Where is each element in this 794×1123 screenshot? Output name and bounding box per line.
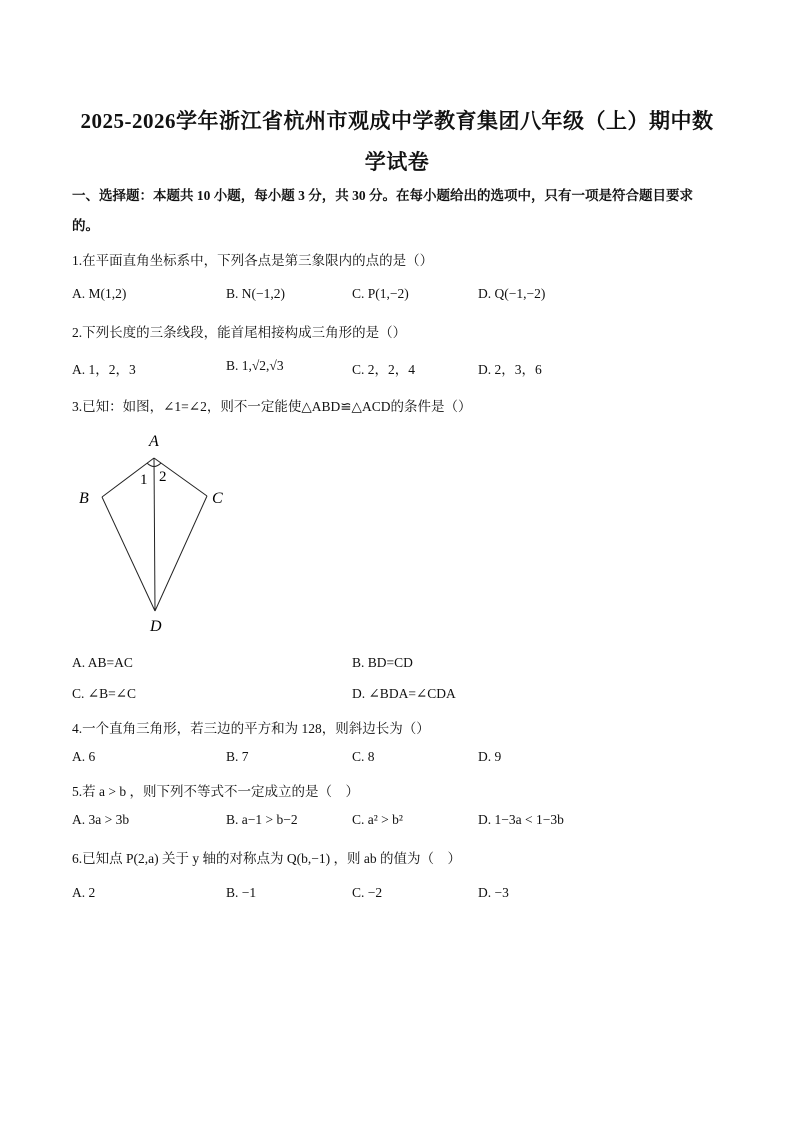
question-5-option-c: C. a² > b² <box>352 812 403 827</box>
question-1-option-b: B. N(−1,2) <box>226 286 285 301</box>
exam-title-line1: 2025-2026学年浙江省杭州市观成中学教育集团八年级（上）期中数 <box>80 109 714 133</box>
question-3-option-a: A. AB=AC <box>72 655 133 670</box>
question-1-option-a: A. M(1,2) <box>72 286 127 301</box>
question-2-option-b: B. 1,√2,√3 <box>226 358 284 373</box>
angle-label-2: 2 <box>159 469 167 485</box>
angle-label-1: 1 <box>140 472 148 488</box>
question-6-stem: 6.已知点 P(2,a) 关于 y 轴的对称点为 Q(b,−1) ，则 ab 的值为（ ） <box>72 851 461 866</box>
question-2-stem: 2.下列长度的三条线段，能首尾相接构成三角形的是（） <box>72 325 407 340</box>
question-2-option-d: D. 2，3，6 <box>478 362 542 377</box>
question-3-stem: 3.已知：如图，∠1=∠2，则不一定能使△ABD≌△ACD的条件是（） <box>72 399 472 414</box>
question-6-option-d: D. −3 <box>478 885 509 900</box>
question-1-option-d: D. Q(−1,−2) <box>478 286 546 301</box>
question-6-option-b: B. −1 <box>226 885 257 900</box>
question-4-stem: 4.一个直角三角形，若三边的平方和为 128，则斜边长为（） <box>72 721 430 736</box>
kite-figure <box>70 428 240 638</box>
question-3-option-c: C. ∠B=∠C <box>72 686 136 701</box>
question-5-option-b: B. a−1 > b−2 <box>226 812 298 827</box>
question-2-option-c: C. 2，2，4 <box>352 362 416 377</box>
question-4-option-b: B. 7 <box>226 749 249 764</box>
question-5-option-a: A. 3a > 3b <box>72 812 130 827</box>
section-instruction-line1: 一、选择题：本题共 10 小题，每小题 3 分，共 30 分。在每小题给出的选项中，只有一项是符合题目要求 <box>72 188 693 203</box>
question-1-stem: 1.在平面直角坐标系中，下列各点是第三象限内的点的是（） <box>72 253 434 268</box>
question-1-option-c: C. P(1,−2) <box>352 286 409 301</box>
question-4-option-c: C. 8 <box>352 749 375 764</box>
question-3-option-b: B. BD=CD <box>352 655 413 670</box>
question-6-option-a: A. 2 <box>72 885 96 900</box>
vertex-label-c: C <box>212 490 223 507</box>
exam-title-line2: 学试卷 <box>364 150 430 174</box>
vertex-label-b: B <box>79 490 89 507</box>
vertex-label-a: A <box>149 433 159 450</box>
segment-bd <box>102 497 155 611</box>
question-6-option-c: C. −2 <box>352 885 383 900</box>
question-4-option-d: D. 9 <box>478 749 502 764</box>
question-2-option-a: A. 1，2，3 <box>72 362 136 377</box>
question-4-option-a: A. 6 <box>72 749 96 764</box>
question-5-stem: 5.若 a > b ，则下列不等式不一定成立的是（ ） <box>72 784 359 799</box>
vertex-label-d: D <box>150 618 162 635</box>
section-instruction-line2: 的。 <box>72 218 99 233</box>
segment-ad <box>154 458 155 611</box>
question-5-option-d: D. 1−3a < 1−3b <box>478 812 564 827</box>
question-3-option-d: D. ∠BDA=∠CDA <box>352 686 456 701</box>
segment-cd <box>155 496 207 611</box>
